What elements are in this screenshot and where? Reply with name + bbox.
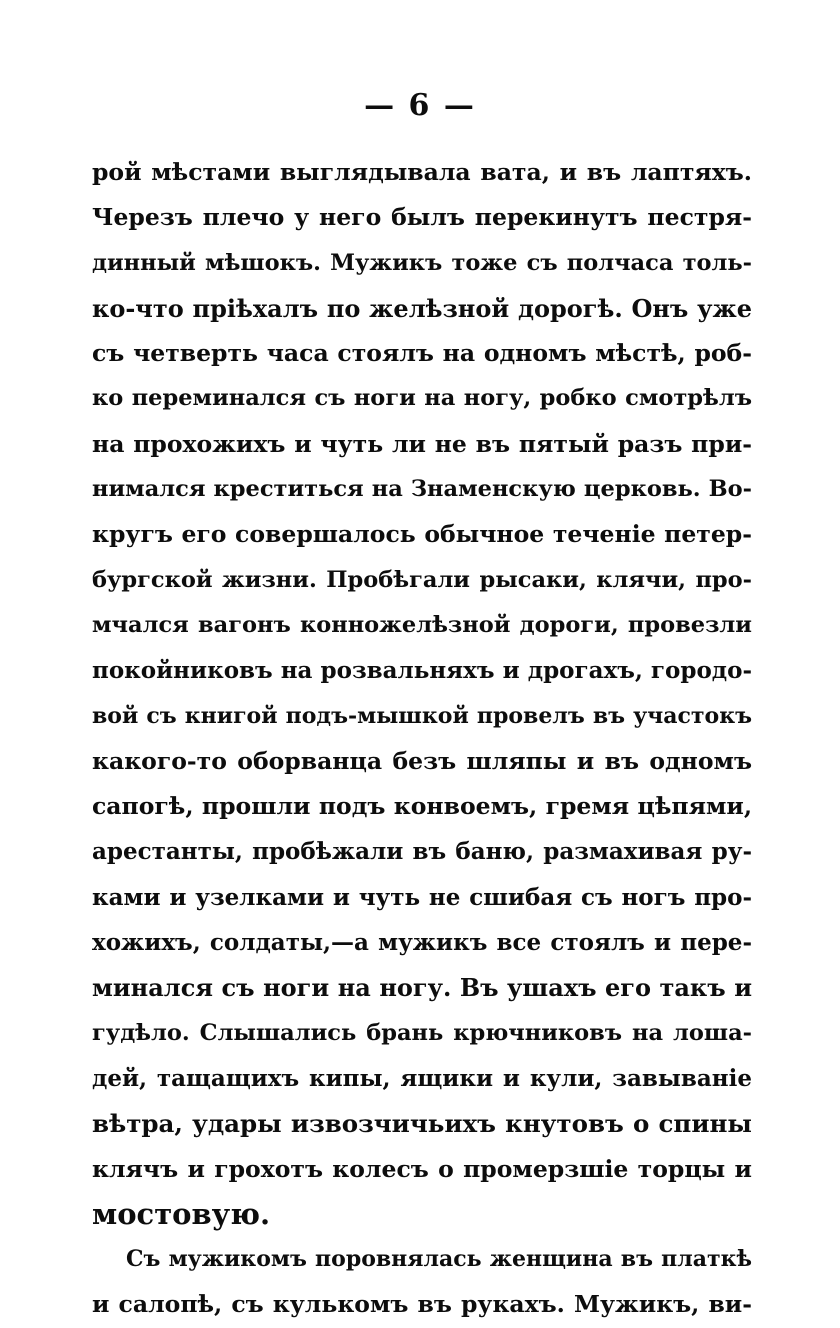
text-line: хожихъ, солдаты,—а мужикъ все стоялъ и пере- — [92, 929, 752, 957]
body-text — [92, 150, 752, 1328]
text-line: дей, тащащихъ кипы, ящики и кули, завываніе — [92, 1064, 752, 1092]
text-line: Съ мужикомъ поровнялась женщина въ платкѣ — [126, 1246, 752, 1273]
text-line: бургской жизни. Пробѣгали рысаки, клячи, про- — [92, 566, 752, 593]
text-line: ко-что пріѣхалъ по желѣзной дорогѣ. Онъ уже — [92, 293, 752, 323]
text-line: клячъ и грохотъ колесъ о промерзшіе торцы и — [92, 1154, 752, 1183]
text-line: арестанты, пробѣжали въ баню, размахивая ру- — [92, 838, 752, 866]
text-line: ко переминался съ ноги на ногу, робко смотрѣлъ — [92, 385, 752, 412]
text-line: кругъ его совершалось обычное теченіе петер- — [92, 520, 752, 549]
text-line: сапогѣ, прошли подъ конвоемъ, гремя цѣпями, — [92, 792, 752, 821]
text-line: на прохожихъ и чуть ли не въ пятый разъ при- — [92, 429, 752, 458]
text-line: минался съ ноги на ногу. Въ ушахъ его такъ и — [92, 973, 752, 1003]
text-line: ками и узелками и чуть не сшибая съ ногъ про- — [92, 883, 752, 911]
text-line: вой съ книгой подъ-мышкой провелъ въ участокъ — [92, 702, 752, 729]
text-line: гудѣло. Слышались брань крючниковъ на лоша- — [92, 1019, 752, 1046]
text-line: покойниковъ на розвальняхъ и дрогахъ, городо- — [92, 657, 752, 685]
page-number: — 6 — — [364, 88, 476, 123]
text-line: Черезъ плечо у него былъ перекинутъ пестря- — [92, 203, 752, 232]
text-line: съ четверть часа стоялъ на одномъ мѣстѣ, роб- — [92, 339, 752, 368]
text-line: мчался вагонъ конножелѣзной дороги, провезли — [92, 611, 752, 638]
text-line: какого-то оборванца безъ шляпы и въ одномъ — [92, 746, 752, 775]
text-line: нимался креститься на Знаменскую церковь. Во- — [92, 476, 752, 503]
text-line: динный мѣшокъ. Мужикъ тоже съ полчаса толь- — [92, 249, 752, 276]
text-line: рой мѣстами выглядывала вата, и въ лаптяхъ. — [92, 158, 752, 186]
text-line: и салопѣ, съ кулькомъ въ рукахъ. Мужикъ, ви- — [92, 1290, 752, 1319]
text-line: мостовую. — [92, 1196, 271, 1231]
text-line: вѣтра, удары извозчичьихъ кнутовъ о спины — [92, 1109, 752, 1139]
